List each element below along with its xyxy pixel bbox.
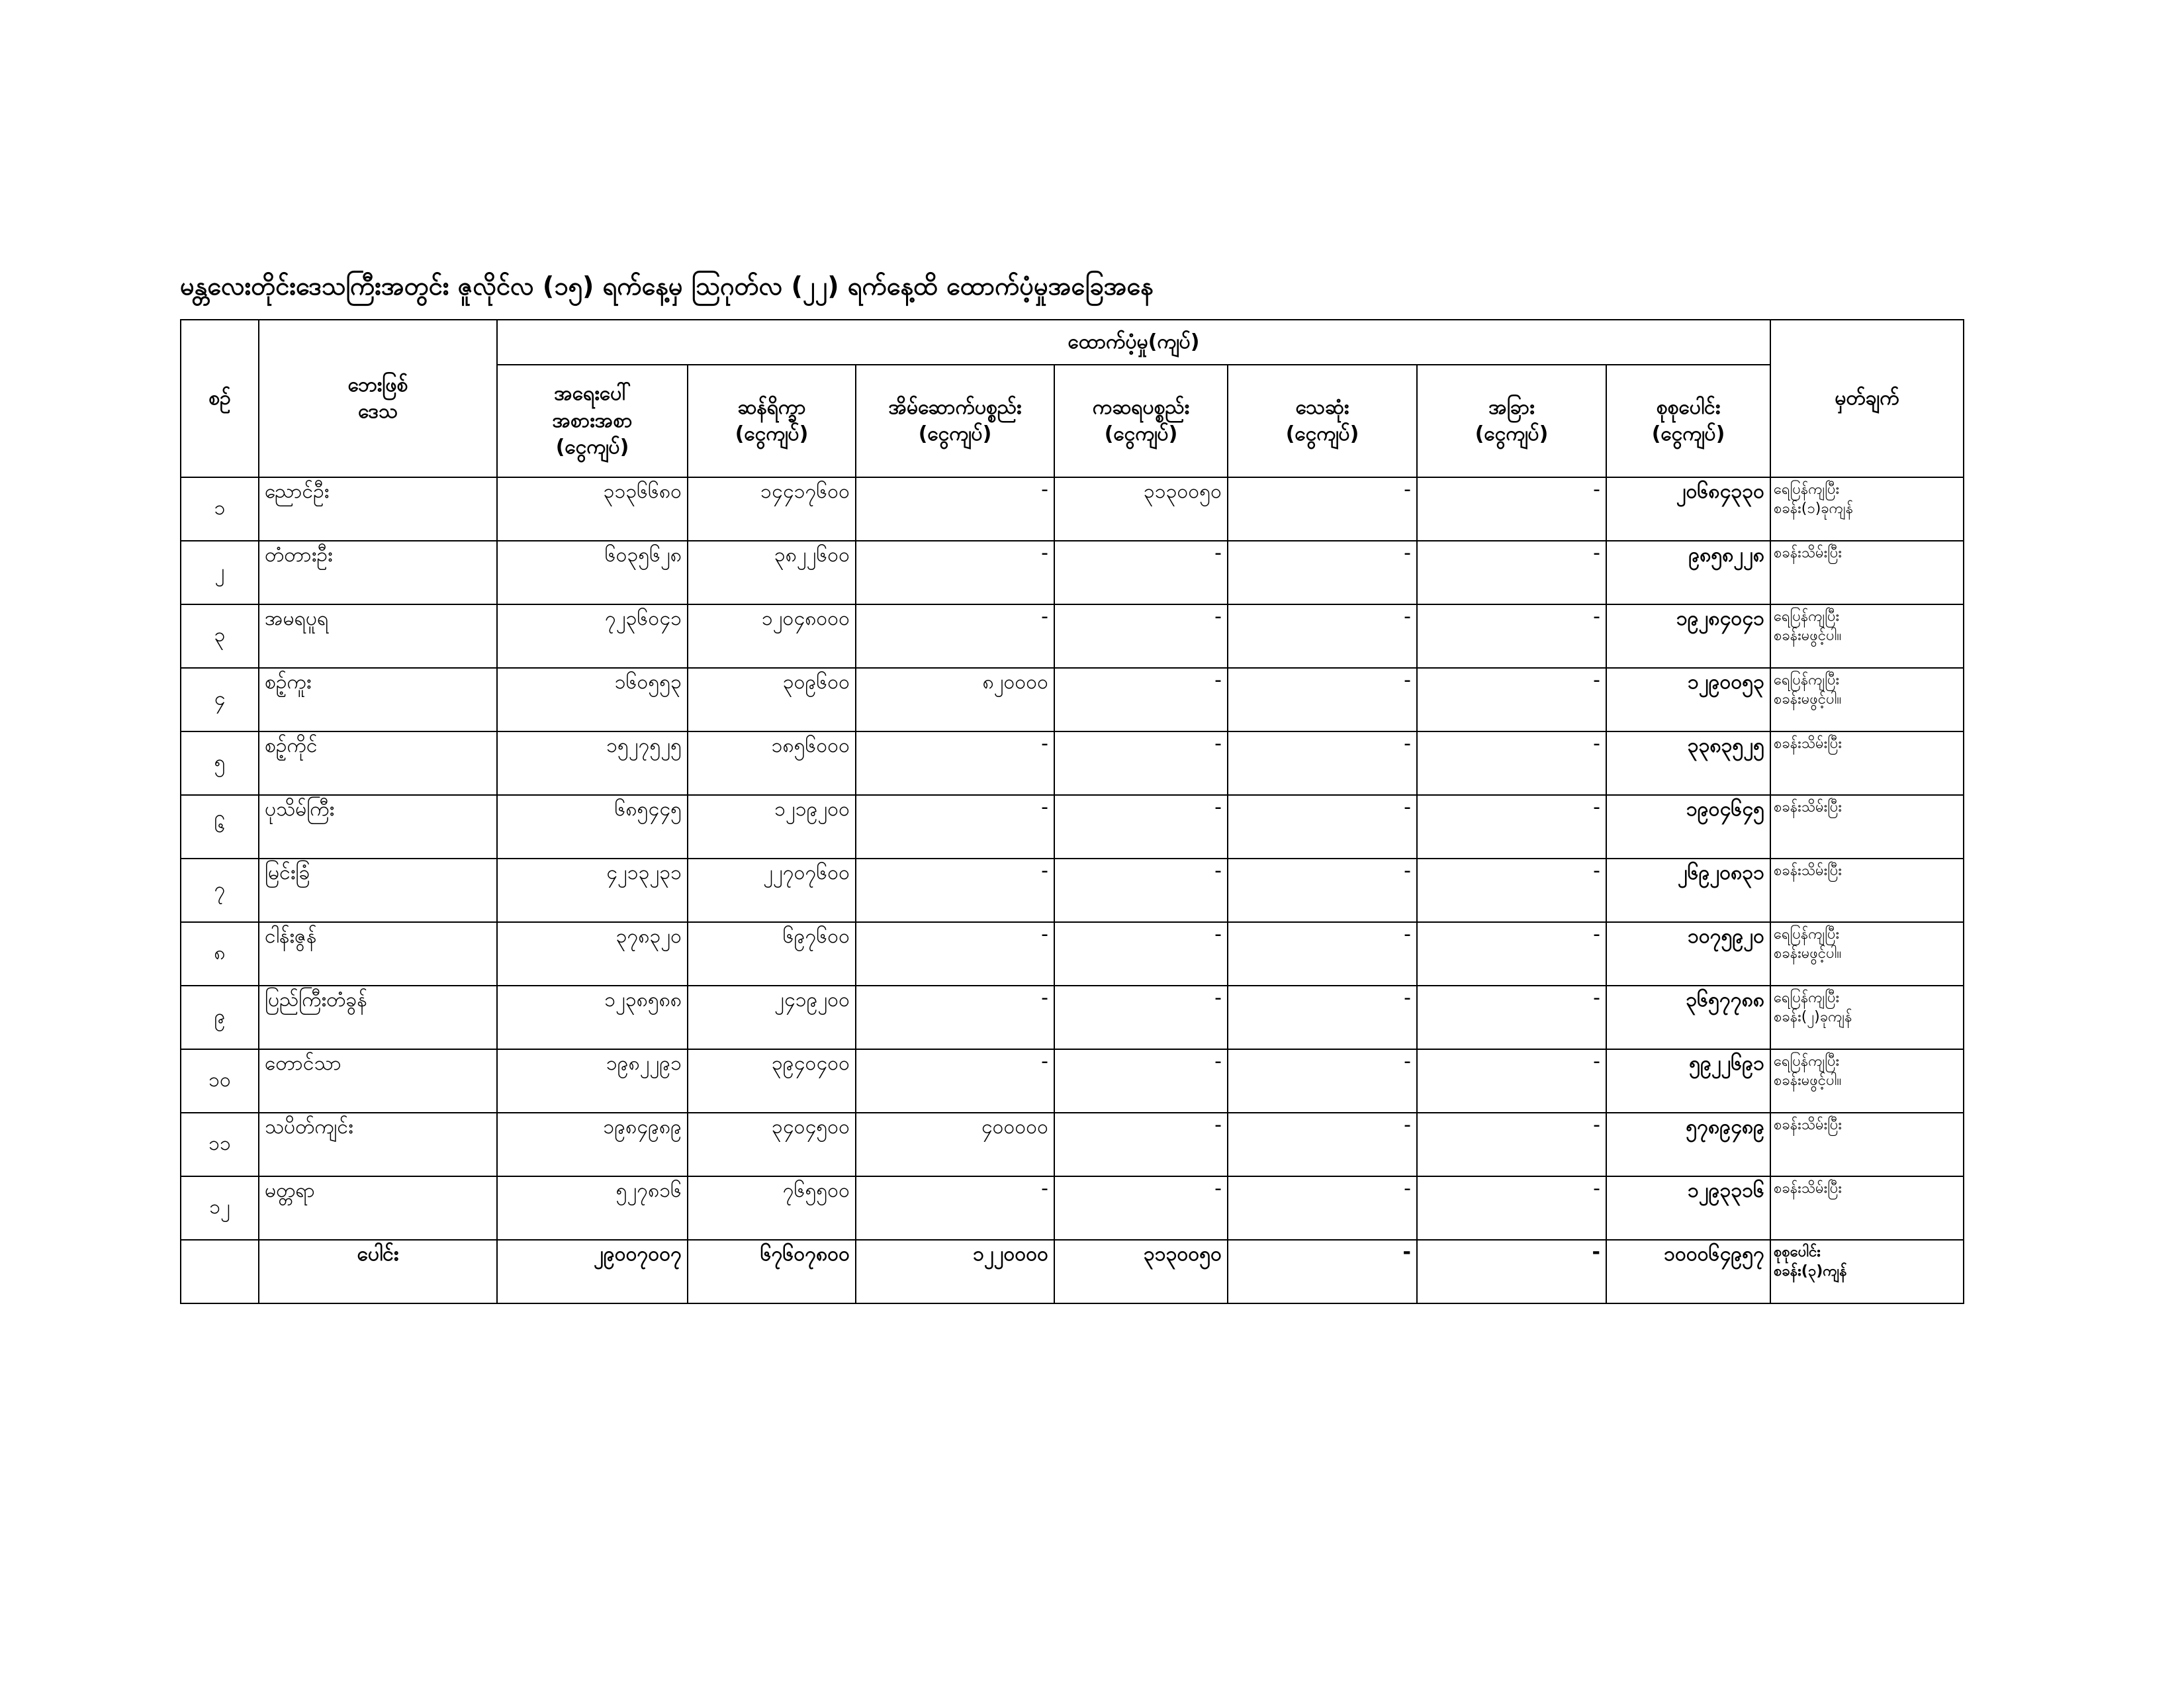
row-sn: ၁၁ xyxy=(181,1113,259,1176)
row-food: ၁၉၈၂၂၉၁ xyxy=(497,1049,688,1113)
row-remark: ရေပြန်ကျပြီး စခန်းမဖွင့်ပါ။ xyxy=(1770,1049,1964,1113)
row-rice: ၂၂၇၀၇၆၀၀ xyxy=(688,859,856,922)
row-kasara: - xyxy=(1054,731,1228,795)
row-region: စဥ့်ကူး xyxy=(259,668,497,731)
row-rice: ၁၈၅၆၀၀၀ xyxy=(688,731,856,795)
row-housing: - xyxy=(856,986,1054,1049)
row-remark: စခန်းသိမ်းပြီး xyxy=(1770,795,1964,859)
header-region: ဘေးဖြစ် ဒေသ xyxy=(259,320,497,477)
row-other: - xyxy=(1417,986,1606,1049)
row-rice: ၃၀၉၆၀၀ xyxy=(688,668,856,731)
row-food: ၁၆၀၅၅၃ xyxy=(497,668,688,731)
row-death: - xyxy=(1228,604,1417,668)
row-kasara: - xyxy=(1054,1176,1228,1240)
table-row xyxy=(181,541,1964,604)
row-death: - xyxy=(1228,1113,1417,1176)
header-support-group: ထောက်ပံ့မှု(ကျပ်) xyxy=(497,320,1770,365)
header-rice: ဆန်ရိက္ခာ (ငွေကျပ်) xyxy=(688,365,856,477)
row-remark: ရေပြန်ကျပြီး စခန်း(၂)ခုကျန် xyxy=(1770,986,1964,1049)
row-housing: - xyxy=(856,795,1054,859)
row-total: ၃၆၅၇၇၈၈ xyxy=(1606,986,1770,1049)
header-kasara: ကဆရပစ္စည်း (ငွေကျပ်) xyxy=(1054,365,1228,477)
row-rice: ၃၉၄၀၄၀၀ xyxy=(688,1049,856,1113)
row-remark: ရေပြန်ကျပြီး စခန်းမဖွင့်ပါ။ xyxy=(1770,668,1964,731)
row-sn: ၆ xyxy=(181,795,259,859)
row-food: ၃၇၈၃၂၀ xyxy=(497,922,688,986)
row-housing: ၈၂၀၀၀၀ xyxy=(856,668,1054,731)
total-food: ၂၉၀၀၇၀၀၇ xyxy=(497,1240,688,1303)
row-sn: ၃ xyxy=(181,604,259,668)
row-housing: - xyxy=(856,922,1054,986)
table-row xyxy=(181,477,1964,541)
row-housing: - xyxy=(856,541,1054,604)
table-row xyxy=(181,668,1964,731)
row-food: ၁၅၂၇၅၂၅ xyxy=(497,731,688,795)
row-region: ပြည်ကြီးတံခွန် xyxy=(259,986,497,1049)
row-remark: ရေပြန်ကျပြီး စခန်း(၁)ခုကျန် xyxy=(1770,477,1964,541)
row-rice: ၆၉၇၆၀၀ xyxy=(688,922,856,986)
row-kasara: - xyxy=(1054,1049,1228,1113)
row-rice: ၂၄၁၉၂၀၀ xyxy=(688,986,856,1049)
header-total: စုစုပေါင်း (ငွေကျပ်) xyxy=(1606,365,1770,477)
header-sn: စဥ် xyxy=(181,320,259,477)
row-death: - xyxy=(1228,541,1417,604)
row-death: - xyxy=(1228,1176,1417,1240)
row-sn: ၉ xyxy=(181,986,259,1049)
row-total: ၂၀၆၈၄၃၃၀ xyxy=(1606,477,1770,541)
row-housing: - xyxy=(856,859,1054,922)
row-housing: - xyxy=(856,731,1054,795)
total-remark: စုစုပေါင်း စခန်း(၃)ကျန် xyxy=(1770,1240,1964,1303)
row-kasara: - xyxy=(1054,604,1228,668)
row-other: - xyxy=(1417,1113,1606,1176)
row-total: ၁၀၇၅၉၂၀ xyxy=(1606,922,1770,986)
total-grand: ၁၀၀၀၆၄၉၅၇ xyxy=(1606,1240,1770,1303)
row-region: ညောင်ဦး xyxy=(259,477,497,541)
row-total: ၂၆၉၂၀၈၃၁ xyxy=(1606,859,1770,922)
row-remark: စခန်းသိမ်းပြီး xyxy=(1770,859,1964,922)
row-sn: ၇ xyxy=(181,859,259,922)
row-death: - xyxy=(1228,477,1417,541)
row-other: - xyxy=(1417,795,1606,859)
row-kasara: - xyxy=(1054,1113,1228,1176)
row-sn: ၈ xyxy=(181,922,259,986)
row-kasara: - xyxy=(1054,859,1228,922)
header-death: သေဆုံး (ငွေကျပ်) xyxy=(1228,365,1417,477)
row-food: ၃၁၃၆၆၈၀ xyxy=(497,477,688,541)
row-other: - xyxy=(1417,922,1606,986)
row-total: ၁၉၀၄၆၄၅ xyxy=(1606,795,1770,859)
table-row xyxy=(181,859,1964,922)
row-kasara: - xyxy=(1054,668,1228,731)
row-rice: ၁၂၁၉၂၀၀ xyxy=(688,795,856,859)
row-food: ၆၀၃၅၆၂၈ xyxy=(497,541,688,604)
row-rice: ၁၂၀၄၈၀၀၀ xyxy=(688,604,856,668)
row-sn: ၅ xyxy=(181,731,259,795)
row-region: သပိတ်ကျင်း xyxy=(259,1113,497,1176)
row-rice: ၁၄၄၁၇၆၀၀ xyxy=(688,477,856,541)
header-emergency-food: အရေးပေါ် အစားအစာ (ငွေကျပ်) xyxy=(497,365,688,477)
row-region: ငါန်းဇွန် xyxy=(259,922,497,986)
row-other: - xyxy=(1417,1176,1606,1240)
support-table xyxy=(180,319,1964,1304)
row-sn: ၄ xyxy=(181,668,259,731)
row-rice: ၃၈၂၂၆၀၀ xyxy=(688,541,856,604)
total-rice: ၆၇၆၀၇၈၀၀ xyxy=(688,1240,856,1303)
page-title: မန္တလေးတိုင်းဒေသကြီးအတွင်း ဇူလိုင်လ (၁၅) ရက်နေ့မှ ဩဂုတ်လ (၂၂) ရက်နေ့ထိ ထောက်ပံ့မှုအခြေအနေ xyxy=(180,271,1154,301)
row-total: ၅၇၈၉၄၈၉ xyxy=(1606,1113,1770,1176)
row-food: ၅၂၇၈၁၆ xyxy=(497,1176,688,1240)
row-death: - xyxy=(1228,668,1417,731)
row-kasara: - xyxy=(1054,922,1228,986)
row-death: - xyxy=(1228,731,1417,795)
row-region: တောင်သာ xyxy=(259,1049,497,1113)
row-housing: - xyxy=(856,1176,1054,1240)
row-sn: ၁ xyxy=(181,477,259,541)
row-remark: စခန်းသိမ်းပြီး xyxy=(1770,731,1964,795)
row-region: အမရပူရ xyxy=(259,604,497,668)
row-remark: စခန်းသိမ်းပြီး xyxy=(1770,1176,1964,1240)
row-housing: - xyxy=(856,477,1054,541)
row-total: ၁၉၂၈၄၀၄၁ xyxy=(1606,604,1770,668)
row-region: စဥ့်ကိုင် xyxy=(259,731,497,795)
row-region: တံတားဦး xyxy=(259,541,497,604)
row-sn: ၁၀ xyxy=(181,1049,259,1113)
table-row xyxy=(181,1049,1964,1113)
header-remarks: မှတ်ချက် xyxy=(1770,320,1964,477)
row-remark: ရေပြန်ကျပြီး စခန်းမဖွင့်ပါ။ xyxy=(1770,604,1964,668)
row-total: ၁၂၉၃၃၁၆ xyxy=(1606,1176,1770,1240)
row-housing: ၄၀၀၀၀၀ xyxy=(856,1113,1054,1176)
row-rice: ၇၆၅၅၀၀ xyxy=(688,1176,856,1240)
header-other: အခြား (ငွေကျပ်) xyxy=(1417,365,1606,477)
table-row xyxy=(181,1113,1964,1176)
row-death: - xyxy=(1228,922,1417,986)
total-housing: ၁၂၂၀၀၀၀ xyxy=(856,1240,1054,1303)
row-other: - xyxy=(1417,541,1606,604)
row-death: - xyxy=(1228,795,1417,859)
row-food: ၇၂၃၆၀၄၁ xyxy=(497,604,688,668)
header-housing: အိမ်ဆောက်ပစ္စည်း (ငွေကျပ်) xyxy=(856,365,1054,477)
row-region: မြင်းခြံ xyxy=(259,859,497,922)
table-row xyxy=(181,1176,1964,1240)
table-row xyxy=(181,604,1964,668)
row-housing: - xyxy=(856,1049,1054,1113)
table-row xyxy=(181,731,1964,795)
total-death: - xyxy=(1228,1240,1417,1303)
total-other: - xyxy=(1417,1240,1606,1303)
row-total: ၅၉၂၂၆၉၁ xyxy=(1606,1049,1770,1113)
row-food: ၆၈၅၄၄၅ xyxy=(497,795,688,859)
row-other: - xyxy=(1417,477,1606,541)
row-region: ပုသိမ်ကြီး xyxy=(259,795,497,859)
row-other: - xyxy=(1417,1049,1606,1113)
row-sn: ၂ xyxy=(181,541,259,604)
row-total: ၁၂၉၀၀၅၃ xyxy=(1606,668,1770,731)
row-food: ၄၂၁၃၂၃၁ xyxy=(497,859,688,922)
row-remark: ရေပြန်ကျပြီး စခန်းမဖွင့်ပါ။ xyxy=(1770,922,1964,986)
table-row xyxy=(181,986,1964,1049)
row-sn: ၁၂ xyxy=(181,1176,259,1240)
row-kasara: ၃၁၃၀၀၅၀ xyxy=(1054,477,1228,541)
total-sn-blank xyxy=(181,1240,259,1303)
row-rice: ၃၄၀၄၅၀၀ xyxy=(688,1113,856,1176)
total-label: ပေါင်း xyxy=(259,1240,497,1303)
row-housing: - xyxy=(856,604,1054,668)
row-total: ၉၈၅၈၂၂၈ xyxy=(1606,541,1770,604)
row-remark: စခန်းသိမ်းပြီး xyxy=(1770,541,1964,604)
row-kasara: - xyxy=(1054,795,1228,859)
row-total: ၃၃၈၃၅၂၅ xyxy=(1606,731,1770,795)
table-row xyxy=(181,922,1964,986)
row-food: ၁၂၃၈၅၈၈ xyxy=(497,986,688,1049)
row-other: - xyxy=(1417,731,1606,795)
total-kasara: ၃၁၃၀၀၅၀ xyxy=(1054,1240,1228,1303)
row-other: - xyxy=(1417,604,1606,668)
row-other: - xyxy=(1417,668,1606,731)
row-region: မတ္တရာ xyxy=(259,1176,497,1240)
row-kasara: - xyxy=(1054,541,1228,604)
table-row xyxy=(181,795,1964,859)
row-other: - xyxy=(1417,859,1606,922)
row-death: - xyxy=(1228,986,1417,1049)
row-death: - xyxy=(1228,859,1417,922)
row-food: ၁၉၈၄၉၈၉ xyxy=(497,1113,688,1176)
row-remark: စခန်းသိမ်းပြီး xyxy=(1770,1113,1964,1176)
row-kasara: - xyxy=(1054,986,1228,1049)
total-row xyxy=(181,1240,1964,1303)
row-death: - xyxy=(1228,1049,1417,1113)
